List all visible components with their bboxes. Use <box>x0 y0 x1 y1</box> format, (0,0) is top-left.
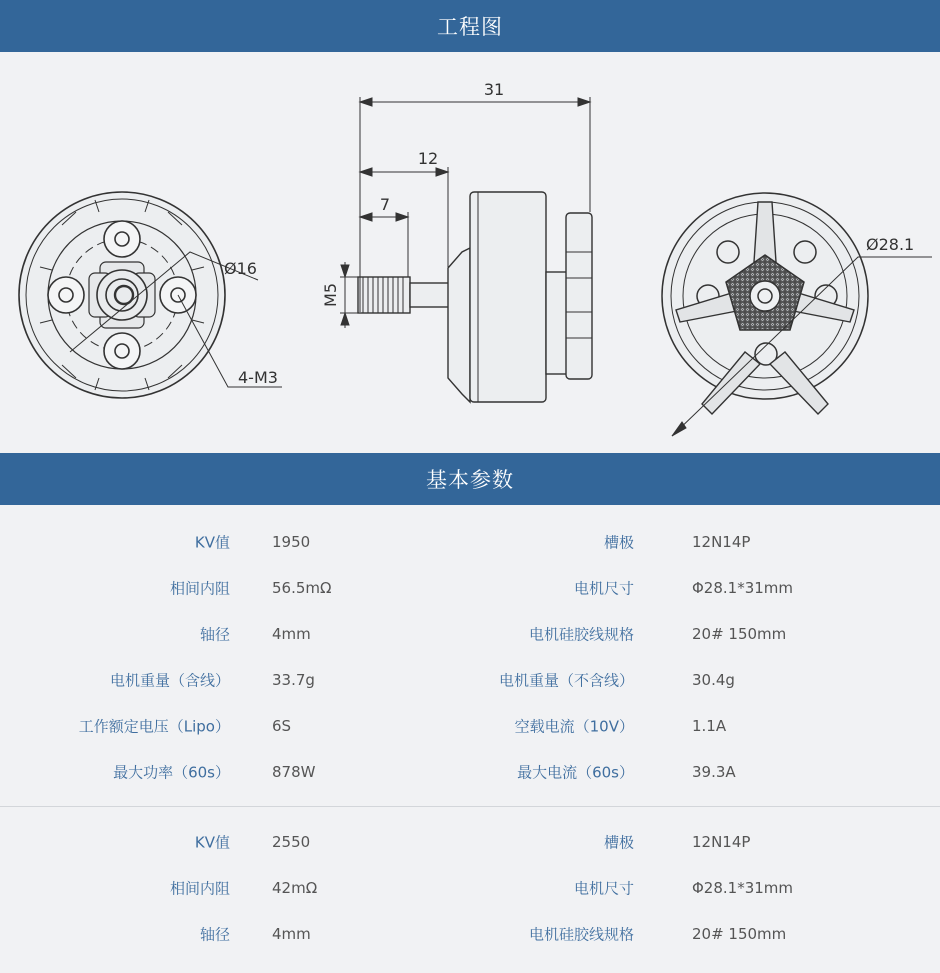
drawing-section-title: 工程图 <box>437 15 503 39</box>
spec-label: 槽极 <box>603 833 634 852</box>
spec-row <box>0 519 940 565</box>
spec-label: KV值 <box>194 833 230 852</box>
spec-value: 2550 <box>272 833 311 851</box>
spec-label: 空载电流（10V） <box>514 717 634 736</box>
spec-row <box>0 565 940 611</box>
spec-value: 1950 <box>272 533 311 551</box>
shaft-length-label: 12 <box>417 149 439 168</box>
spec-row <box>0 865 940 911</box>
spec-value: 4mm <box>272 625 311 643</box>
spec-label: 相间内阻 <box>169 579 230 598</box>
spec-value: 4mm <box>272 925 311 943</box>
params-section-title: 基本参数 <box>426 468 514 492</box>
spec-value: 33.7g <box>272 671 315 689</box>
spec-label: 电机尺寸 <box>573 879 634 898</box>
spec-label: 轴径 <box>199 925 230 944</box>
spec-group-2 <box>0 807 940 957</box>
motor-top-view <box>662 193 932 436</box>
engineering-drawing <box>0 52 940 453</box>
spec-label: 电机重量（含线） <box>109 671 230 690</box>
spec-label: 轴径 <box>199 625 230 644</box>
spec-label: 电机重量（不含线） <box>498 671 634 690</box>
spec-value: 30.4g <box>692 671 735 689</box>
spec-label: 工作额定电压（Lipo） <box>78 717 230 736</box>
thread-length-label: 7 <box>379 195 391 214</box>
mount-screws-label: 4-M3 <box>238 368 278 387</box>
spec-label: 相间内阻 <box>169 879 230 898</box>
motor-drawing-svg <box>0 52 940 453</box>
spec-value: 878W <box>272 763 316 781</box>
shaft-thread-label: M5 <box>321 283 340 307</box>
spec-value: 39.3A <box>692 763 736 781</box>
spec-label: 电机尺寸 <box>573 579 634 598</box>
spec-label: 最大功率（60s） <box>113 763 230 782</box>
spec-label: 电机硅胶线规格 <box>528 925 634 944</box>
spec-label: 最大电流（60s） <box>517 763 634 782</box>
spec-row <box>0 819 940 865</box>
params-section-header <box>0 453 940 505</box>
spec-value: 56.5mΩ <box>272 579 332 597</box>
spec-group-1 <box>0 505 940 806</box>
spec-label: 槽极 <box>603 533 634 552</box>
spec-value: 12N14P <box>692 533 751 551</box>
spec-value: 1.1A <box>692 717 727 735</box>
drawing-section-header <box>0 0 940 52</box>
hole-circle-label: Ø16 <box>224 259 257 278</box>
spec-value: 20# 150mm <box>692 625 787 643</box>
spec-row <box>0 611 940 657</box>
spec-label: KV值 <box>194 533 230 552</box>
spec-row <box>0 911 940 957</box>
spec-label: 电机硅胶线规格 <box>528 625 634 644</box>
outer-diameter-label: Ø28.1 <box>866 235 915 254</box>
spec-row <box>0 749 940 795</box>
spec-value: 6S <box>272 717 292 735</box>
overall-length-label: 31 <box>483 80 505 99</box>
spec-value: 12N14P <box>692 833 751 851</box>
spec-value: Φ28.1*31mm <box>692 579 794 597</box>
spec-value: Φ28.1*31mm <box>692 879 794 897</box>
spec-value: 20# 150mm <box>692 925 787 943</box>
spec-row <box>0 703 940 749</box>
spec-row <box>0 657 940 703</box>
motor-side-view <box>358 192 592 402</box>
spec-value: 42mΩ <box>272 879 318 897</box>
